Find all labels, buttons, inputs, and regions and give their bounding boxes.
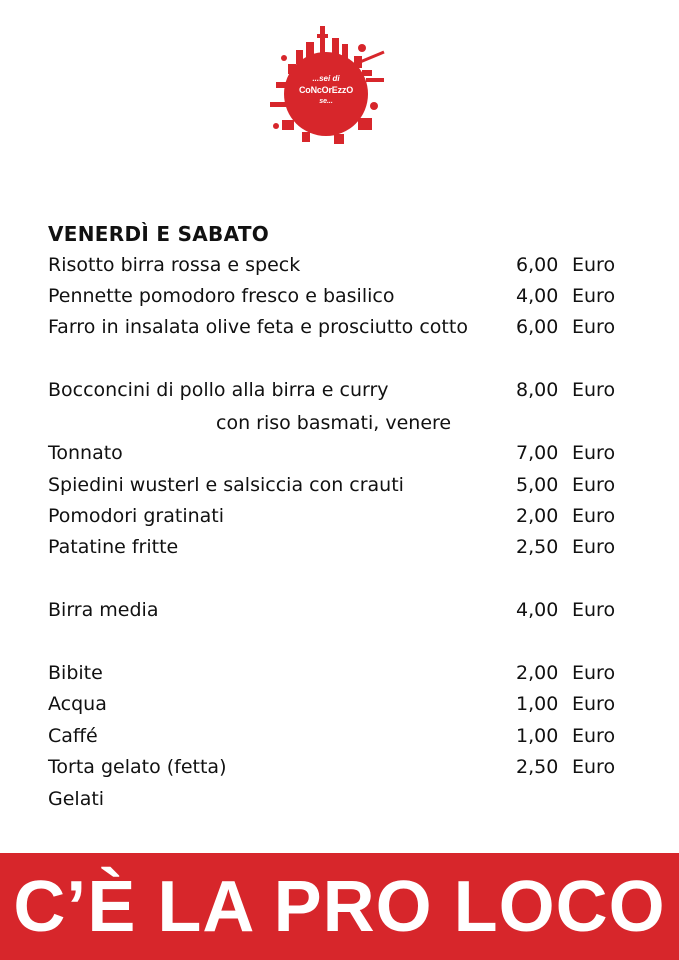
menu-item — [48, 254, 617, 282]
item-name: Spiedini wusterl e salsiccia con crauti — [48, 474, 404, 496]
item-name: Torta gelato (fetta) — [48, 756, 227, 778]
item-name: Risotto birra rossa e speck — [48, 254, 301, 276]
item-currency: Euro — [572, 285, 616, 307]
item-price: 1,00 — [516, 725, 559, 747]
item-name: Bibite — [48, 662, 103, 684]
item-price: 8,00 — [516, 379, 559, 401]
item-name: Pomodori gratinati — [48, 505, 225, 527]
menu-item — [48, 505, 617, 533]
item-currency: Euro — [572, 316, 616, 338]
item-name: Bocconcini di pollo alla birra e curry — [48, 379, 389, 401]
menu-title: VENERDÌ E SABATO — [48, 222, 270, 246]
logo-text-bottom: se... — [319, 98, 333, 105]
item-currency: Euro — [572, 693, 616, 715]
item-price: 6,00 — [516, 316, 559, 338]
item-price: 2,50 — [516, 756, 559, 778]
item-name: Patatine fritte — [48, 536, 179, 558]
menu-item — [48, 788, 617, 816]
item-currency: Euro — [572, 442, 616, 464]
pro-loco-banner — [0, 853, 679, 960]
menu-item — [48, 725, 617, 753]
concorezzo-logo — [262, 22, 390, 150]
item-currency: Euro — [572, 536, 616, 558]
banner-text: C’È LA PRO LOCO — [13, 867, 666, 947]
item-currency: Euro — [572, 474, 616, 496]
logo-text-top: ...sei di — [312, 74, 340, 83]
item-name: Birra media — [48, 599, 159, 621]
item-currency: Euro — [572, 725, 616, 747]
item-price: 7,00 — [516, 442, 559, 464]
logo-text-town: CoNcOrEzzO — [298, 85, 353, 95]
item-name: Farro in insalata olive feta e prosciutto cotto — [48, 316, 468, 338]
item-price: 4,00 — [516, 599, 559, 621]
item-currency: Euro — [572, 662, 616, 684]
item-price: 5,00 — [516, 474, 559, 496]
item-price: 1,00 — [516, 693, 559, 715]
menu-item — [48, 285, 617, 313]
item-price: 4,00 — [516, 285, 559, 307]
item-currency: Euro — [572, 379, 616, 401]
item-subtitle: con riso basmati, venere — [216, 412, 452, 434]
menu-item — [48, 536, 617, 564]
item-name: Gelati — [48, 788, 105, 810]
item-currency: Euro — [572, 599, 616, 621]
item-price: 6,00 — [516, 254, 559, 276]
menu-item — [48, 599, 617, 627]
item-price: 2,00 — [516, 662, 559, 684]
item-currency: Euro — [572, 254, 616, 276]
item-price: 2,00 — [516, 505, 559, 527]
item-currency: Euro — [572, 505, 616, 527]
item-name: Acqua — [48, 693, 107, 715]
menu-item — [48, 442, 617, 470]
menu-item — [48, 693, 617, 721]
item-currency: Euro — [572, 756, 616, 778]
menu-item — [48, 316, 617, 344]
menu-item — [48, 662, 617, 690]
item-price: 2,50 — [516, 536, 559, 558]
menu-item — [48, 474, 617, 502]
item-name: Caffé — [48, 725, 98, 747]
item-name: Tonnato — [48, 442, 123, 464]
item-name: Pennette pomodoro fresco e basilico — [48, 285, 395, 307]
menu-item — [48, 379, 617, 407]
menu-item — [48, 756, 617, 784]
